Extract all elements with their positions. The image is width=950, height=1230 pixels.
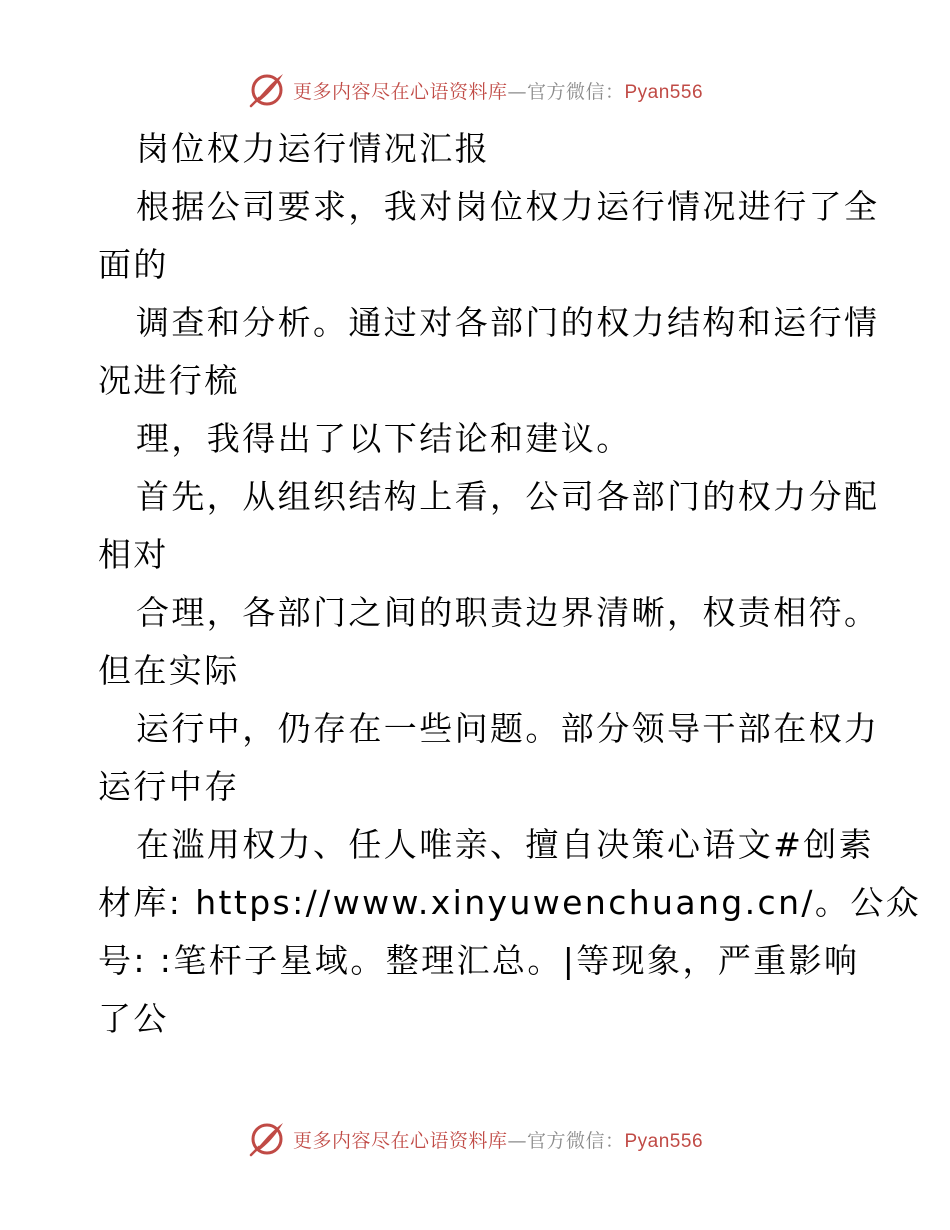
paragraph-line: 相对 (98, 535, 169, 574)
page-header-banner (0, 68, 950, 112)
paragraph-line: 在滥用权力、任人唯亲、擅自决策心语文#创素 (136, 825, 875, 864)
banner-text (293, 77, 703, 104)
paragraph-line: 理，我得出了以下结论和建议。 (136, 419, 632, 458)
paragraph-line: 号: :笔杆子星域。整理汇总。|等现象，严重影响 (98, 941, 860, 980)
banner-brand: 更多内容尽在心语资料库 (292, 80, 508, 103)
paragraph-line: 面的 (98, 245, 169, 284)
banner-dash: — (507, 1129, 527, 1152)
paragraph-line: 根据公司要求，我对岗位权力运行情况进行了全 (136, 187, 880, 226)
document-body (98, 120, 922, 1048)
paragraph-line: 运行中，仍存在一些问题。部分领导干部在权力 (136, 709, 880, 748)
document-title: 岗位权力运行情况汇报 (136, 129, 490, 168)
paragraph-line: 合理，各部门之间的职责边界清晰，权责相符。 (136, 593, 880, 632)
paragraph-line: 首先，从组织结构上看，公司各部门的权力分配 (136, 477, 880, 516)
banner-text (293, 1126, 703, 1153)
paragraph-line: 了公 (98, 999, 169, 1038)
page-footer-banner (0, 1117, 950, 1161)
paragraph-line-url: 材库: https://www.xinyuwenchuang.cn/。公众 (98, 883, 922, 922)
paragraph-line: 调查和分析。通过对各部门的权力结构和运行情 (136, 303, 880, 342)
paragraph-line: 但在实际 (98, 651, 240, 690)
banner-wechat-id: Pyan556 (624, 81, 704, 103)
banner-official-label: 官方微信： (526, 80, 625, 103)
banner-brand: 更多内容尽在心语资料库 (292, 1129, 508, 1152)
quill-pen-logo-icon (247, 1119, 287, 1159)
banner-official-label: 官方微信： (526, 1129, 625, 1152)
paragraph-line: 况进行梳 (98, 361, 240, 400)
paragraph-line: 运行中存 (98, 767, 240, 806)
banner-dash: — (507, 80, 527, 103)
banner-wechat-id: Pyan556 (624, 1130, 704, 1152)
quill-pen-logo-icon (247, 70, 287, 110)
